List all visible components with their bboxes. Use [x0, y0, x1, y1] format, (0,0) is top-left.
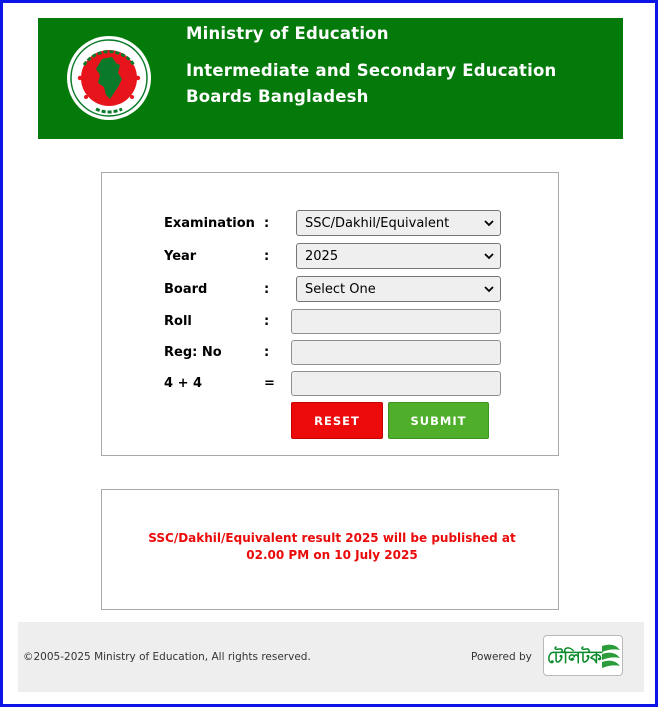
reset-button[interactable]: RESET	[291, 402, 383, 439]
captcha-label: 4 + 4	[164, 375, 203, 391]
year-colon: :	[264, 248, 270, 264]
teletalk-swoosh-icon	[600, 640, 622, 672]
teletalk-brand-text: টেলিটক	[547, 648, 602, 668]
header-banner	[38, 18, 623, 139]
reg-no-input[interactable]	[291, 340, 501, 365]
teletalk-logo[interactable]	[543, 635, 623, 676]
captcha-row	[164, 370, 296, 396]
year-row	[164, 243, 296, 269]
examination-value: SSC/Dakhil/Equivalent	[305, 215, 450, 231]
chevron-down-icon	[483, 283, 495, 295]
chevron-down-icon	[483, 250, 495, 262]
result-search-form	[101, 172, 559, 456]
board-select[interactable]	[296, 276, 501, 302]
board-label: Board	[164, 281, 208, 297]
government-seal-icon	[66, 35, 152, 121]
chevron-down-icon	[483, 217, 495, 229]
board-value: Select One	[305, 281, 376, 297]
examination-label: Examination	[164, 215, 255, 231]
submit-button[interactable]: SUBMIT	[388, 402, 489, 439]
roll-input[interactable]	[291, 309, 501, 334]
examination-select[interactable]	[296, 210, 501, 236]
header-subtitle: Intermediate and Secondary Education Boards Bangladesh	[186, 61, 557, 106]
notice-panel	[101, 489, 559, 610]
powered-by-text: Powered by	[471, 651, 532, 663]
captcha-equals: =	[264, 375, 275, 391]
board-row	[164, 276, 296, 302]
publish-notice: SSC/Dakhil/Equivalent result 2025 will be published at 02.00 PM on 10 July 2025	[148, 531, 516, 562]
year-label: Year	[164, 248, 197, 264]
header-title: Ministry of Education	[186, 24, 389, 43]
reg-no-label: Reg: No	[164, 344, 222, 360]
footer	[18, 622, 644, 692]
year-select[interactable]	[296, 243, 501, 269]
reg-no-row	[164, 339, 296, 365]
roll-row	[164, 308, 296, 334]
examination-colon: :	[264, 215, 270, 231]
captcha-input[interactable]	[291, 371, 501, 396]
year-value: 2025	[305, 248, 339, 264]
board-colon: :	[264, 281, 270, 297]
copyright-text: ©2005-2025 Ministry of Education, All rights reserved.	[23, 651, 311, 663]
examination-row	[164, 210, 296, 236]
roll-label: Roll	[164, 313, 192, 329]
roll-colon: :	[264, 313, 270, 329]
reg-no-colon: :	[264, 344, 270, 360]
